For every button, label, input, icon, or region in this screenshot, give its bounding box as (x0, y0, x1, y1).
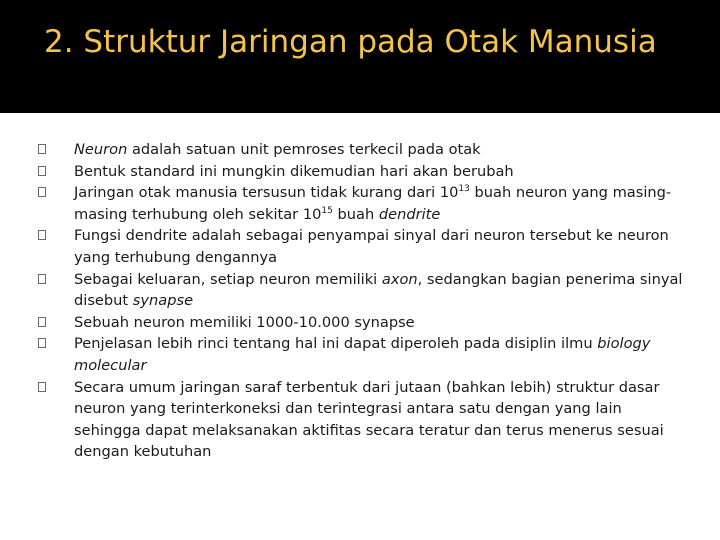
slide-content (0, 122, 720, 540)
list-item-text: , sedangkan bagian penerima sinyal disebut (74, 270, 683, 310)
list-item-text: buah neuron yang masing-masing terhubung oleh sekitar 10 (74, 184, 672, 223)
square-box-icon (38, 166, 46, 176)
square-box-icon (38, 274, 46, 284)
list-item-text: synapse (132, 292, 194, 310)
list-item-text: dendrite (378, 205, 441, 223)
title-divider (0, 113, 720, 122)
list-item-text: axon (381, 270, 418, 288)
list-item (36, 377, 684, 463)
list-item-text: biology molecular (74, 335, 651, 374)
list-item-text: Secara umum jaringan saraf terbentuk dari jutaan (bahkan lebih) struktur dasar neuron yang terinterkoneksi dan terintegrasi antara satu dengan yang lain sehingga dapat melaksanakan aktifitas secara teratur dan terus menerus sesuai dengan kebutuhan (74, 378, 664, 461)
list-item-text: buah (332, 205, 379, 223)
square-box-icon (38, 317, 46, 327)
list-item-text: Bentuk standard ini mungkin dikemudian hari akan berubah (74, 162, 514, 180)
square-box-icon (38, 382, 46, 392)
square-box-icon (38, 338, 46, 348)
square-box-icon (38, 230, 46, 240)
list-item (36, 312, 684, 334)
list-item (36, 161, 684, 183)
list-item-text: Fungsi dendrite adalah sebagai penyampai sinyal dari neuron tersebut ke neuron yang terhubung dengannya (74, 227, 669, 266)
list-item-text: Jaringan otak manusia tersusun tidak kurang dari 10 (74, 184, 459, 202)
list-item (36, 139, 684, 161)
list-item (36, 333, 684, 376)
list-item-text: Sebuah neuron memiliki 1000-10.000 synapse (74, 313, 415, 331)
list-item (36, 225, 684, 268)
square-box-icon (38, 187, 46, 197)
exponent: 15 (321, 205, 333, 216)
bullet-list (36, 139, 684, 463)
list-item-text: Sebagai keluaran, setiap neuron memiliki (74, 270, 382, 288)
list-item-text: Penjelasan lebih rinci tentang hal ini dapat diperoleh pada disiplin ilmu (74, 335, 598, 353)
list-item (36, 182, 684, 225)
list-item-text: adalah satuan unit pemroses terkecil pada otak (127, 141, 481, 158)
slide-title: 2. Struktur Jaringan pada Otak Manusia (44, 24, 657, 60)
list-item (36, 269, 684, 312)
exponent: 13 (458, 184, 470, 195)
square-box-icon (38, 144, 46, 154)
list-item-text: Neuron (74, 141, 128, 158)
